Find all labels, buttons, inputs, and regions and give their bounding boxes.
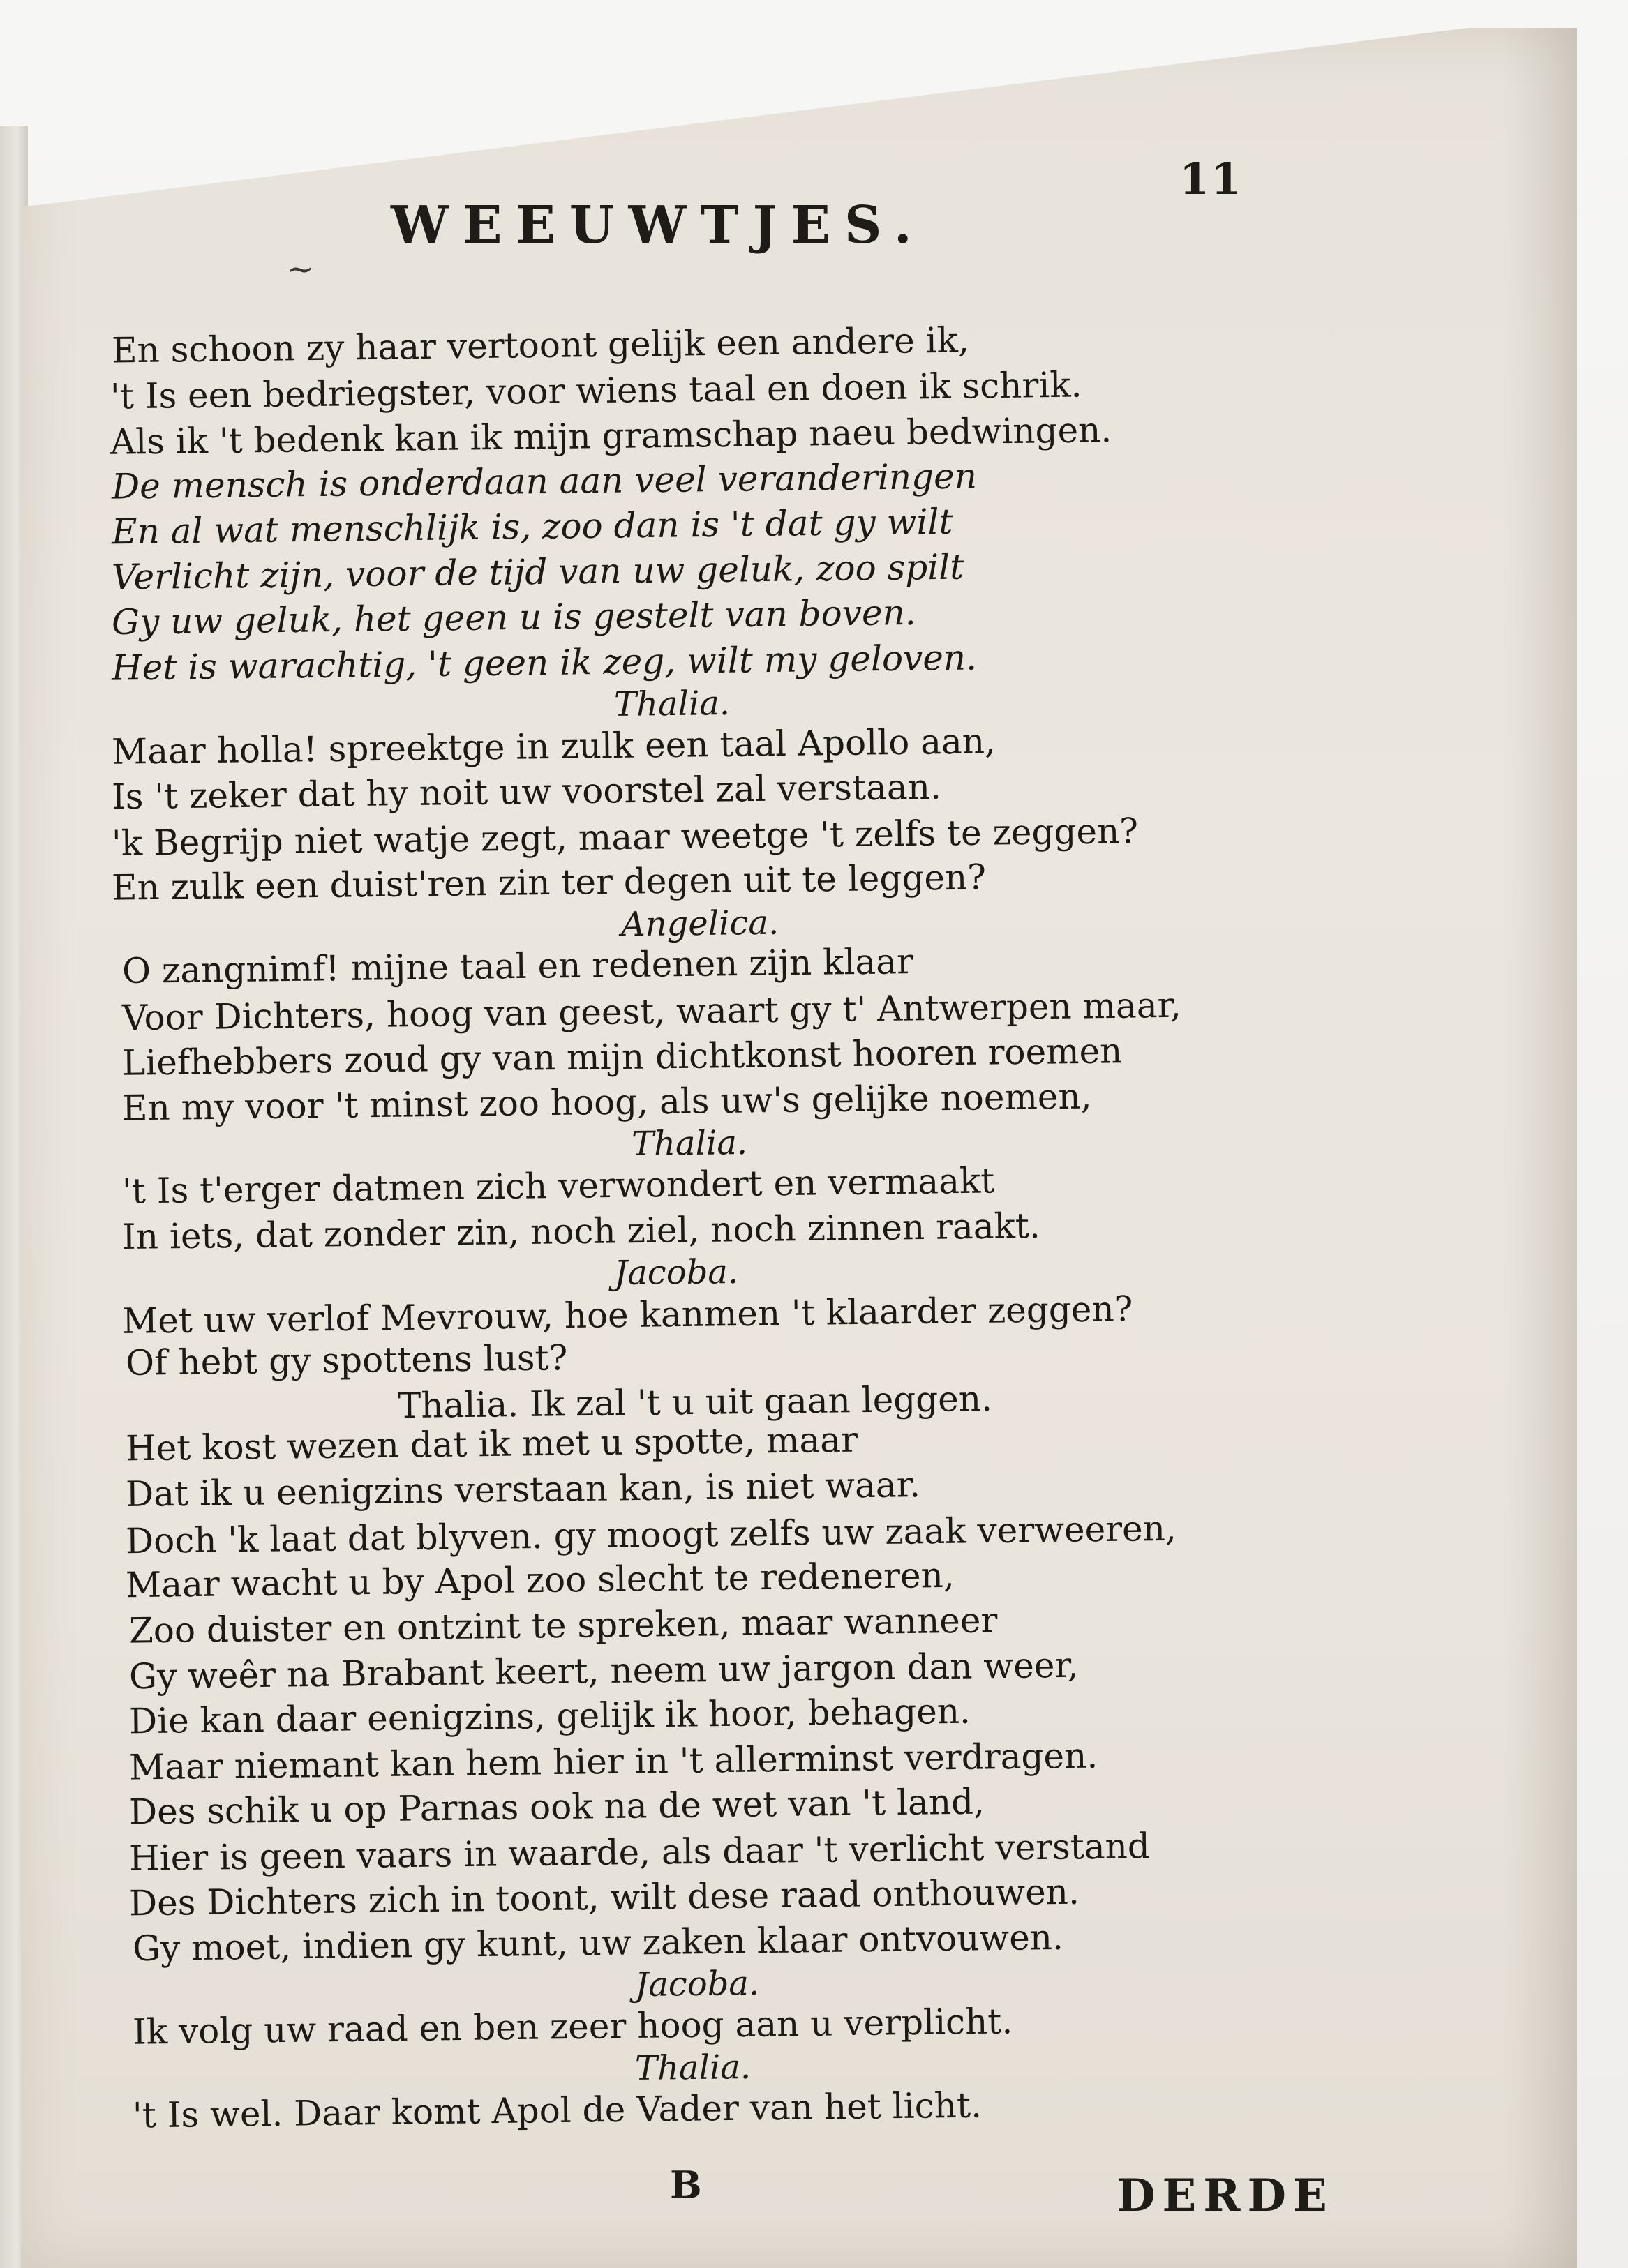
verse-line: Hier is geen vaars in waarde, als daar 't verlicht verstand [128,1826,1151,1879]
verse-line: Is 't zeker dat hy noit uw voorstel zal verstaan. [111,766,942,818]
verse-line: Gy uw geluk, het geen u is gestelt van boven. [111,592,916,643]
verse-line: Doch 'k laat dat blyven. gy moogt zelfs uw zaak verweeren, [125,1508,1177,1562]
verse-line: Dat ik u eenigzins verstaan kan, is niet waar. [125,1464,921,1515]
page-shadow-edge [1500,28,1577,2268]
verse-line: In iets, dat zonder zin, noch ziel, noch zinnen raakt. [121,1205,1041,1258]
ornament: ~ [286,250,315,289]
verse-line: Maar holla! spreektge in zulk een taal Apollo aan, [111,721,996,772]
verse-line: En schoon zy haar vertoont gelijk een andere ik, [111,320,970,371]
verse-line: Maar niemant kan hem hier in 't allerminst verdragen. [128,1735,1098,1788]
catchword: DERDE [1117,2170,1334,2222]
speaker-name: Thalia. [634,2047,752,2089]
verse-line: Des Dichters zich in toont, wilt dese raad onthouwen. [128,1871,1080,1924]
verse-line: Maar wacht u by Apol zoo slecht te redeneren, [125,1554,955,1606]
verse-line: Gy weêr na Brabant keert, neem uw jargon dan weer, [128,1644,1079,1697]
verse-line: Thalia. Ik zal 't u uit gaan leggen. [397,1378,993,1427]
verse-line: En my voor 't minst zoo hoog, als uw's gelijke noemen, [121,1076,1092,1129]
speaker-name: Jacoba. [634,1963,760,2005]
verse-line: Met uw verlof Mevrouw, hoe kanmen 't klaarder zeggen? [121,1289,1133,1342]
running-title: WEEUWTJES. [391,195,926,255]
signature-mark: B [670,2163,702,2207]
verse-line: De mensch is onderdaan aan veel veranderingen [111,456,978,507]
verse-line: Liefhebbers zoud gy van mijn dichtkonst hooren roemen [121,1030,1123,1083]
verse-line: Het kost wezen dat ik met u spotte, maar [125,1419,858,1469]
speaker-name: Angelica. [620,903,779,945]
verse-line: 't Is een bedriegster, voor wiens taal en doen ik schrik. [110,364,1082,417]
verse-line: Des schik u op Parnas ook na de wet van 't land, [128,1781,985,1833]
page-number: 11 [1179,153,1243,204]
speaker-name: Jacoba. [613,1252,739,1293]
verse-line: Het is warachtig, 't geen ik zeg, wilt my geloven. [111,637,978,689]
verse-line: Zoo duister en ontzint te spreken, maar wanneer [128,1600,998,1651]
verse-line: 'k Begrijp niet watje zegt, maar weetge 't zelfs te zeggen? [111,811,1139,864]
verse-line: O zangnimf! mijne taal en redenen zijn klaar [121,941,914,991]
verse-line: En zulk een duist'ren zin ter degen uit te leggen? [111,857,987,908]
speaker-name: Thalia. [613,683,731,725]
verse-line: Ik volg uw raad en ben zeer hoog aan u verplicht. [132,2001,1013,2052]
speaker-name: Thalia. [631,1122,748,1164]
verse-line: Die kan daar eenigzins, gelijk ik hoor, behagen. [128,1690,971,1742]
verse-line: 't Is wel. Daar komt Apol de Vader van het licht. [132,2085,983,2136]
verse-line: Of hebt gy spottens lust? [125,1337,568,1383]
verse-line: Gy moet, indien gy kunt, uw zaken klaar ontvouwen. [132,1916,1064,1969]
verse-line: Voor Dichters, hoog van geest, waart gy t' Antwerpen maar, [121,984,1182,1039]
verse-line: En al wat menschlijk is, zoo dan is 't dat gy wilt [111,501,953,553]
verse-line: 't Is t'erger datmen zich verwondert en vermaakt [121,1160,995,1212]
verse-line: Als ik 't bedenk kan ik mijn gramschap naeu bedwingen. [110,410,1112,463]
verse-line: Verlicht zijn, voor de tijd van uw geluk, zoo spilt [111,546,964,598]
